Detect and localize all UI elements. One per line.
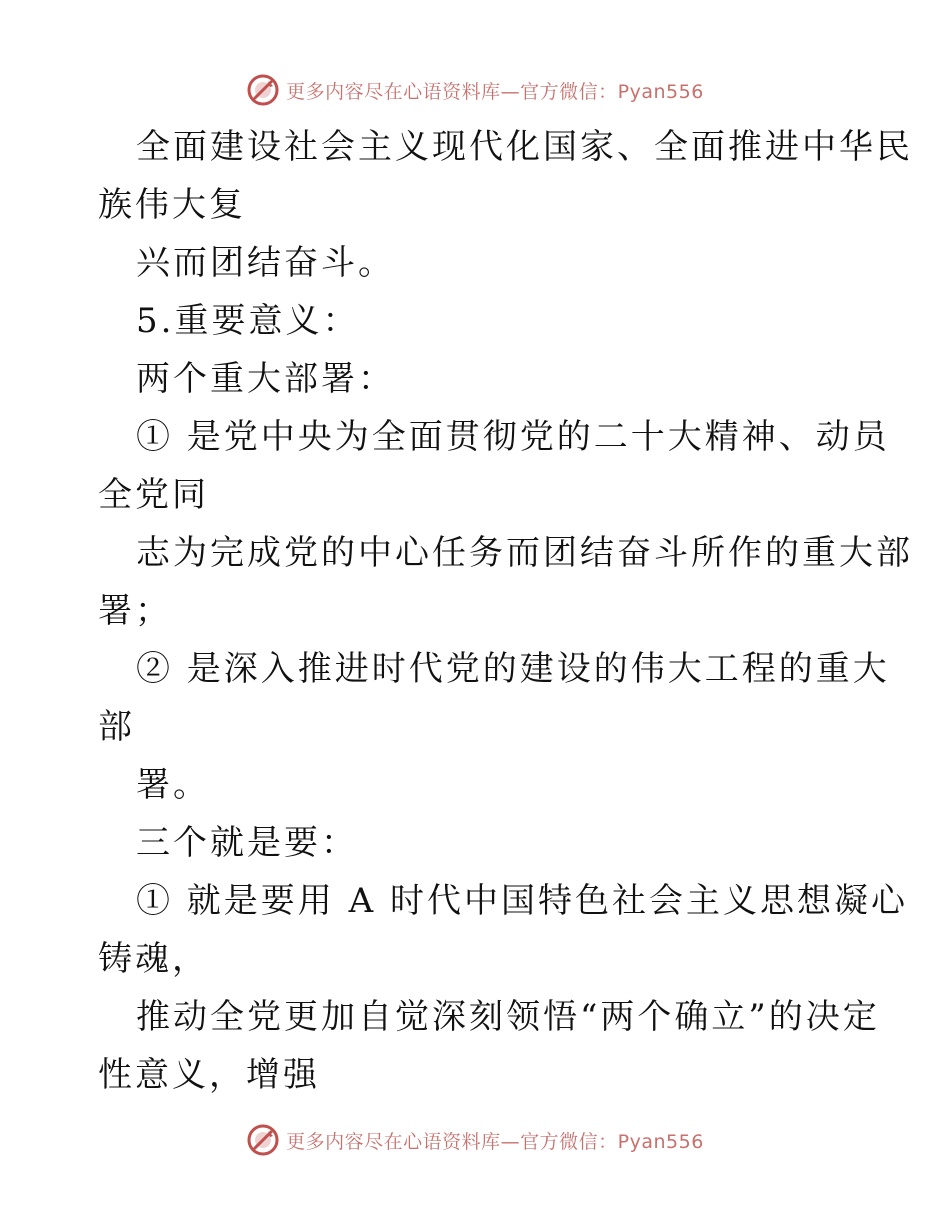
text-line: 署； [98,591,172,631]
footer-watermark [0,1120,950,1160]
watermark-text: 更多内容尽在心语资料库—官方微信：Pyan556 [286,1130,704,1153]
text-line: 性意义，增强 [98,1055,320,1095]
list-item: ① 是党中央为全面贯彻党的二十大精神、动员 [136,417,890,457]
text-line: 署。 [136,765,210,805]
watermark-text: 更多内容尽在心语资料库—官方微信：Pyan556 [286,80,704,103]
text-line: 推动全党更加自觉深刻领悟“两个确立”的决定 [136,997,880,1037]
subsection-heading: 三个就是要： [136,823,358,863]
text-line: 兴而团结奋斗。 [136,243,395,283]
logo-icon [246,73,280,107]
text-line: 部 [98,707,135,747]
list-item: ① 就是要用 A 时代中国特色社会主义思想凝心 [136,881,908,921]
subsection-heading: 两个重大部署： [136,359,395,399]
text-line: 族伟大复 [98,185,246,225]
text-line: 志为完成党的中心任务而团结奋斗所作的重大部 [136,533,913,573]
list-item: ② 是深入推进时代党的建设的伟大工程的重大 [136,649,890,689]
logo-icon [246,1123,280,1157]
header-watermark [0,70,950,110]
text-line: 全面建设社会主义现代化国家、全面推进中华民 [136,127,913,167]
section-heading: 5.重要意义： [136,301,360,341]
text-line: 铸魂， [98,939,209,979]
text-line: 全党同 [98,475,209,515]
